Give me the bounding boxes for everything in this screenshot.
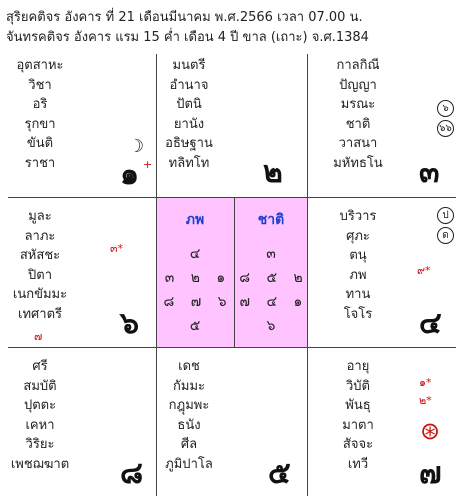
house-number: ๖ <box>120 306 140 341</box>
house-mark: + <box>143 158 153 171</box>
house-word: อุตสาหะ <box>16 58 64 73</box>
header-line-2: จันทรคติจร อังคาร แรม 15 ค่ำ เดือน 4 ปี ขาล (เถาะ) จ.ศ.1384 <box>6 30 369 45</box>
house-mark: ๓* <box>110 242 124 255</box>
house-1-words <box>10 56 70 173</box>
center-row: ๔ <box>189 246 207 262</box>
house-word: เนกขัมมะ <box>12 287 68 302</box>
house-number: ๕ <box>268 456 291 491</box>
house-mark: ๒* <box>419 394 432 407</box>
house-word: มาตา <box>342 417 374 433</box>
house-word: วิชา <box>28 77 52 93</box>
house-word: ราชา <box>24 155 56 171</box>
header-line-1: สุริยคติจร อังคาร ที่ 21 เดือนมีนาคม พ.ศ.2566 เวลา 07.00 น. <box>6 10 363 25</box>
house-word: ยานัง <box>173 116 205 132</box>
house-1 <box>8 54 156 197</box>
house-2 <box>156 54 307 197</box>
house-number: ๒ <box>263 155 283 190</box>
house-word: พันธุ <box>345 398 371 413</box>
house-word: ขันติ <box>26 136 54 151</box>
planet-circle-icon: ด <box>437 227 454 244</box>
house-4 <box>307 197 456 347</box>
house-6 <box>8 197 156 347</box>
center-row: ๓ <box>266 246 282 262</box>
house-mark: ๑* <box>419 376 432 389</box>
house-word: มรณะ <box>340 97 376 112</box>
center-chart-bhop <box>156 197 234 347</box>
planet-circle-icon: ๖๖ <box>437 120 454 137</box>
moon-icon: ☽ <box>128 136 145 157</box>
house-word: ศุภะ <box>346 228 370 244</box>
center-title: ชาติ <box>257 212 285 228</box>
house-word: ลาภะ <box>24 228 56 244</box>
house-word: วิบัติ <box>346 378 370 394</box>
house-word: ตนุ <box>349 248 367 263</box>
house-5-words <box>158 357 220 474</box>
house-8 <box>8 347 156 496</box>
house-word: สมบัติ <box>23 378 57 394</box>
house-word: เคหา <box>25 417 55 433</box>
house-word: อำนาจ <box>169 77 209 93</box>
house-number: ๓ <box>419 155 440 190</box>
house-6-words <box>10 207 70 324</box>
house-word: ภพ <box>349 267 367 283</box>
house-3 <box>307 54 456 197</box>
house-word: อายุ <box>346 359 370 374</box>
center-row: ๖ <box>266 318 282 334</box>
house-word: อริ <box>32 97 48 112</box>
house-word: มนตรี <box>172 58 206 73</box>
house-3-words <box>327 56 389 173</box>
house-word: กัมมะ <box>173 378 205 394</box>
house-word: ศีล <box>180 437 198 452</box>
center-title: ภพ <box>185 212 205 228</box>
house-word: วิริยะ <box>25 437 55 452</box>
center-row: ๓ ๒ ๑ <box>164 270 232 286</box>
house-word: ปุตตะ <box>23 398 57 413</box>
house-5 <box>156 347 307 496</box>
house-word: ปิตา <box>28 267 52 283</box>
house-word: บริวาร <box>339 209 377 224</box>
house-word: ทลิทโท <box>168 155 210 171</box>
horoscope-board <box>8 54 456 496</box>
planet-circle-icon: ป <box>437 207 454 224</box>
house-word: ภูมิปาโล <box>165 456 213 472</box>
house-2-words <box>158 56 220 173</box>
sun-star-icon: ⊛ <box>420 417 441 445</box>
house-8-words <box>10 357 70 474</box>
house-number: ๑ <box>120 157 140 192</box>
house-word: ปัตนิ <box>176 97 202 112</box>
house-7-words <box>327 357 389 474</box>
house-bottom-mark: ๗ <box>34 330 43 343</box>
planet-circle-icon: ๖ <box>437 100 454 117</box>
center-row: ๘ ๗ ๖ <box>163 294 233 310</box>
house-word: กฎุมพะ <box>168 398 210 413</box>
house-7 <box>307 347 456 496</box>
house-word: มูละ <box>28 209 52 224</box>
house-mark: ๙* <box>417 264 431 277</box>
house-word: อธิษฐาน <box>165 136 213 151</box>
center-row: ๗ ๔ ๑ <box>239 294 309 310</box>
house-word: รุกขา <box>24 116 56 132</box>
house-number: ๘ <box>120 456 144 491</box>
house-number: ๔ <box>419 306 442 341</box>
house-word: กาลกิณี <box>336 58 380 73</box>
center-row: ๘ ๕ ๒ <box>239 270 309 286</box>
house-word: โจโร <box>343 306 373 322</box>
house-word: เทวี <box>347 456 369 472</box>
house-word: เพชฌฆาต <box>10 456 70 472</box>
center-chart-chat <box>235 197 307 347</box>
house-word: สหัสชะ <box>19 248 61 263</box>
center-row: ๕ <box>189 318 207 334</box>
house-4-words <box>327 207 389 324</box>
house-word: เดช <box>178 359 200 374</box>
house-word: ศรี <box>32 359 48 374</box>
house-word: มหัทธโน <box>333 155 383 171</box>
house-word: ธนัง <box>177 417 201 433</box>
house-word: ชาติ <box>345 116 371 132</box>
house-word: สัจจะ <box>342 437 374 452</box>
house-number: ๗ <box>419 456 442 491</box>
house-word: ทาน <box>345 287 371 302</box>
house-word: ปัญญา <box>339 77 377 93</box>
house-word: วาสนา <box>338 136 378 151</box>
house-word: เทศาตรี <box>18 306 62 322</box>
